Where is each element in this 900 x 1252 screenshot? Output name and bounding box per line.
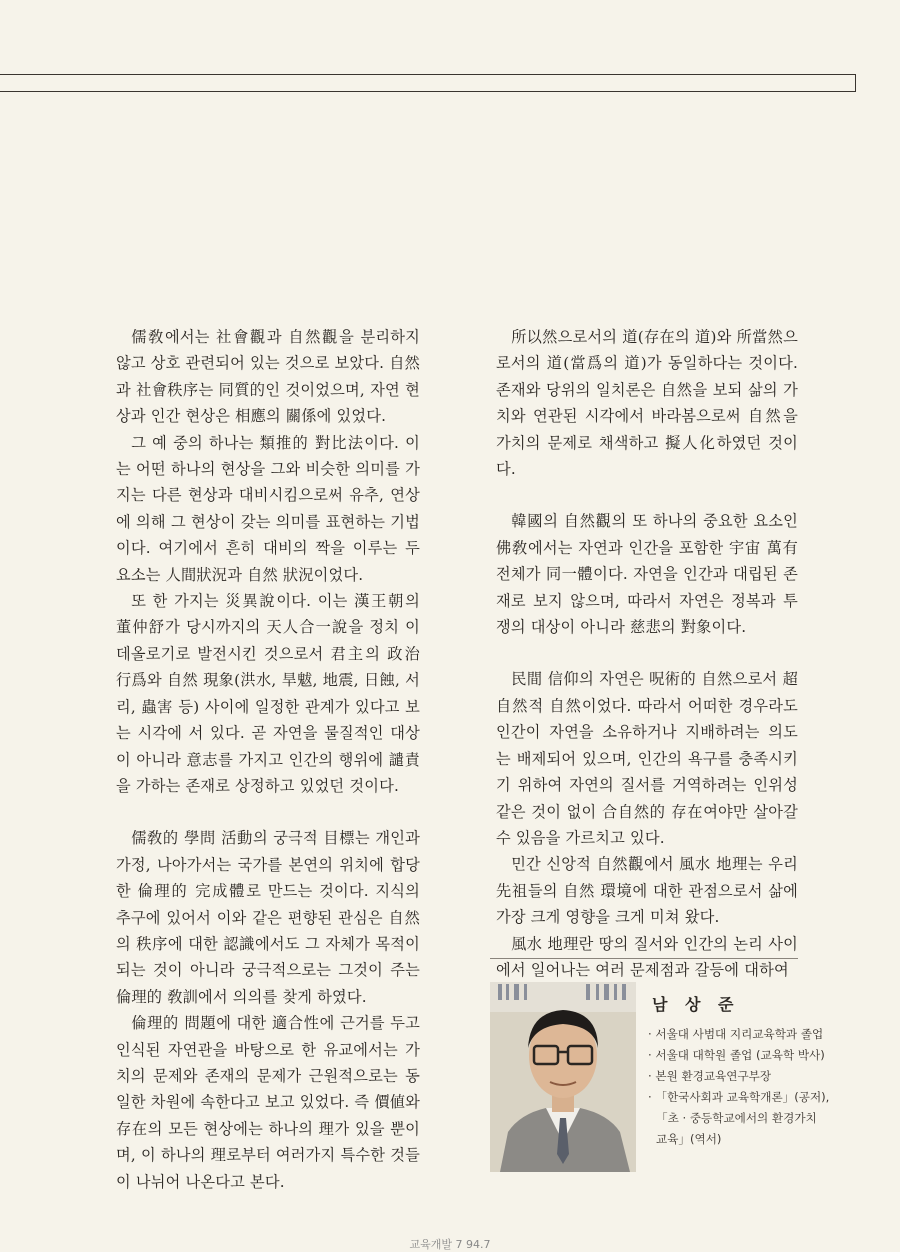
paragraph: 民間 信仰의 자연은 呪術的 自然으로서 超自然적 自然이었다. 따라서 어떠한 경우라도 인간이 자연을 소유하거나 지배하려는 의도는 배제되어 있으며, 인간의 욕구를 충족시키기 위하여 자연의 질서를 거역하려는 인위성 같은 것이 없이 合自然的 存在여야만 살아갈 수 있음을 가르치고 있다. [496, 670, 798, 847]
author-photo [490, 982, 636, 1172]
paragraph: 儒敎에서는 社會觀과 自然觀을 분리하지 않고 상호 관련되어 있는 것으로 보았다. 自然과 社會秩序는 同質的인 것이었으며, 자연 현상과 인간 현상은 相應의 關係에 있었다. [116, 328, 420, 426]
paragraph: 또 한 가지는 災異說이다. 이는 漢王朝의 董仲舒가 당시까지의 天人合一說을 정치 이데올로기로 발전시킨 것으로서 君主의 政治 行爲와 自然 現象(洪水, 旱魃, 地震, 日蝕, 서리, 蟲害 등) 사이에 일정한 관계가 있다고 보는 시각에 서 있다. 곧 자연을 물질적인 대상이 아니라 意志를 가지고 인간의 행위에 譴責을 가하는 존재로 상정하고 있었던 것이다. [116, 592, 421, 795]
author-divider [490, 958, 798, 959]
bio-line: · 「한국사회과 교육학개론」(공저), [648, 1090, 830, 1104]
header-rule [0, 74, 856, 92]
article-column-right [496, 324, 798, 983]
paragraph: 민간 신앙적 自然觀에서 風水 地理는 우리 先祖들의 自然 環境에 대한 관점으로서 삶에 가장 크게 영향을 크게 미쳐 왔다. [496, 855, 798, 927]
page-footer: 교육개발 7 94.7 [409, 1238, 491, 1251]
article-column-left [116, 324, 420, 1195]
author-name: 남 상 준 [652, 995, 740, 1014]
paragraph: 그 예 중의 하나는 類推的 對比法이다. 이는 어떤 하나의 현상을 그와 비슷한 의미를 가지는 다른 현상과 대비시킴으로써 유추, 연상에 의해 그 현상이 갖는 의미를 표현하는 기법이다. 여기에서 흔히 대비의 짝을 이루는 두 요소는 人間狀況과 自然 狀況이었다. [116, 433, 420, 584]
paragraph: 儒敎的 學問 活動의 궁극적 目標는 개인과 가정, 나아가서는 국가를 본연의 위치에 합당한 倫理的 完成體로 만드는 것이다. 지식의 추구에 있어서 이와 같은 편향된 관심은 自然의 秩序에 대한 認識에서도 그 자체가 목적이 되는 것이 아니라 궁극적으로는 그것이 주는 倫理的 敎訓에서 의의를 찾게 하였다. [116, 829, 420, 1006]
bio-line: · 서울대 대학원 졸업 (교육학 박사) [648, 1048, 825, 1062]
paragraph: 倫理的 問題에 대한 適合性에 근거를 두고 인식된 자연관을 바탕으로 한 유교에서는 가치의 문제와 존재의 문제가 근원적으로는 동일한 차원에 속한다고 보고 있었다. 즉 價値와 存在의 모든 현상에는 하나의 理가 있을 뿐이며, 이 하나의 理로부터 여러가지 특수한 것들이 나뉘어 나온다고 본다. [116, 1014, 420, 1191]
paragraph: 韓國의 自然觀의 또 하나의 중요한 요소인 佛敎에서는 자연과 인간을 포함한 宇宙 萬有 전체가 同一體이다. 자연을 인간과 대립된 존재로 보지 않으며, 따라서 자연은 정복과 투쟁의 대상이 아니라 慈悲의 對象이다. [496, 512, 798, 637]
paragraph: 風水 地理란 땅의 질서와 인간의 논리 사이에서 일어나는 여러 문제점과 갈등에 대하여 [496, 934, 798, 979]
bio-line: 「초 · 중등학교에서의 환경가치 [656, 1111, 817, 1125]
bio-line: · 서울대 사범대 지리교육학과 졸업 [648, 1027, 824, 1041]
bio-line: 교육」(역서) [656, 1132, 722, 1146]
author-bio [648, 1024, 848, 1150]
paragraph: 所以然으로서의 道(存在의 道)와 所當然으로서의 道(當爲의 道)가 동일하다는 것이다. 존재와 당위의 일치론은 自然을 보되 삶의 가치와 연관된 시각에서 바라봄으로써 自然을 가치의 문제로 채색하고 擬人化하였던 것이다. [496, 328, 798, 479]
bio-line: · 본원 환경교육연구부장 [648, 1069, 772, 1083]
portrait-image [490, 982, 636, 1172]
